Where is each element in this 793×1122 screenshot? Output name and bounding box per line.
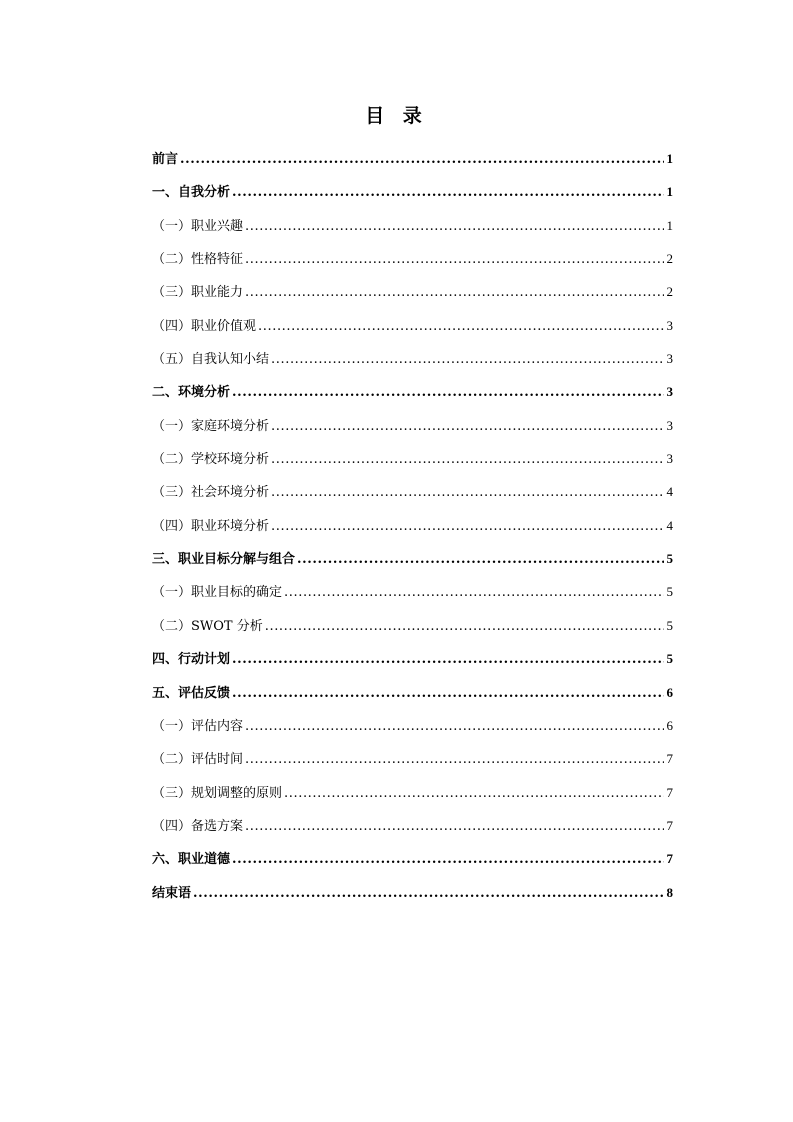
toc-entry-page-number: 8	[666, 884, 673, 900]
toc-entry[interactable]	[152, 714, 673, 747]
toc-entry[interactable]	[152, 380, 673, 413]
dot-leader	[232, 682, 664, 706]
toc-entry-page-number: 1	[666, 217, 673, 233]
toc-entry[interactable]	[152, 881, 673, 914]
toc-entry-text: （四）职业环境分析	[152, 518, 270, 534]
toc-entry-text: （二）学校环境分析	[152, 452, 270, 468]
dot-leader	[271, 481, 664, 505]
toc-entry[interactable]	[152, 681, 673, 714]
toc-entry[interactable]	[152, 180, 673, 213]
toc-entry-text: （四）职业价值观	[152, 318, 257, 334]
toc-entry-page-number: 6	[666, 717, 673, 733]
toc-entry[interactable]	[152, 781, 673, 814]
toc-entry-page-number: 3	[666, 384, 673, 400]
dot-leader	[232, 848, 664, 872]
dot-leader	[232, 648, 664, 672]
toc-entry-text: （一）职业兴趣	[152, 218, 244, 234]
toc-entry[interactable]	[152, 280, 673, 313]
toc-entry-text: （三）职业能力	[152, 285, 244, 301]
toc-entry-page-number: 7	[666, 817, 673, 833]
toc-entry-text: 结束语	[152, 885, 192, 901]
toc-entry-text: （一）家庭环境分析	[152, 418, 270, 434]
dot-leader	[245, 281, 664, 305]
toc-list	[152, 147, 673, 914]
toc-entry-text: （二）评估时间	[152, 752, 244, 768]
toc-entry-page-number: 5	[666, 584, 673, 600]
toc-entry-page-number: 3	[666, 417, 673, 433]
toc-entry-text: （三）社会环境分析	[152, 485, 270, 501]
toc-entry-page-number: 7	[666, 784, 673, 800]
toc-title: 目 录	[365, 105, 428, 127]
toc-entry-text: 三、职业目标分解与组合	[152, 552, 296, 568]
dot-leader	[232, 381, 664, 405]
toc-entry-page-number: 4	[666, 517, 673, 533]
toc-entry[interactable]	[152, 414, 673, 447]
toc-entry-page-number: 7	[666, 751, 673, 767]
toc-entry-page-number: 7	[666, 851, 673, 867]
dot-leader	[271, 515, 664, 539]
dot-leader	[180, 148, 664, 172]
toc-entry-text: 前言	[152, 152, 179, 167]
toc-entry-page-number: 2	[666, 251, 673, 267]
toc-entry[interactable]	[152, 647, 673, 680]
toc-entry-page-number: 3	[666, 317, 673, 333]
toc-entry-page-number: 5	[666, 617, 673, 633]
toc-entry[interactable]	[152, 747, 673, 780]
dot-leader	[193, 882, 664, 906]
dot-leader	[271, 415, 664, 439]
dot-leader	[265, 615, 664, 639]
toc-entry-text: （一）职业目标的确定	[152, 585, 283, 601]
toc-entry[interactable]	[152, 580, 673, 613]
toc-entry-page-number: 4	[666, 484, 673, 500]
toc-entry-page-number: 6	[666, 684, 673, 700]
dot-leader	[271, 448, 664, 472]
toc-entry-text: （二）SWOT 分析	[152, 618, 263, 634]
toc-entry-page-number: 5	[666, 651, 673, 667]
toc-entry[interactable]	[152, 514, 673, 547]
toc-entry[interactable]	[152, 480, 673, 513]
dot-leader	[232, 181, 664, 205]
dot-leader	[245, 215, 664, 239]
dot-leader	[245, 248, 664, 272]
toc-entry-text: （三）规划调整的原则	[152, 785, 283, 801]
toc-entry[interactable]	[152, 547, 673, 580]
toc-entry-page-number: 3	[666, 451, 673, 467]
toc-entry-text: 二、环境分析	[152, 385, 231, 401]
toc-entry[interactable]	[152, 847, 673, 880]
toc-entry-text: 五、评估反馈	[152, 685, 231, 701]
toc-entry-text: 一、自我分析	[152, 185, 231, 201]
toc-entry-page-number: 3	[666, 351, 673, 367]
toc-entry[interactable]	[152, 147, 673, 180]
toc-entry-page-number: 5	[666, 551, 673, 567]
toc-entry-text: （五）自我认知小结	[152, 352, 270, 368]
dot-leader	[297, 548, 664, 572]
toc-entry[interactable]	[152, 614, 673, 647]
toc-entry-text: （一）评估内容	[152, 718, 244, 734]
toc-entry[interactable]	[152, 314, 673, 347]
toc-entry[interactable]	[152, 447, 673, 480]
toc-entry-text: 四、行动计划	[152, 652, 231, 668]
dot-leader	[245, 715, 664, 739]
toc-entry[interactable]	[152, 814, 673, 847]
dot-leader	[245, 748, 664, 772]
toc-entry-page-number: 1	[666, 184, 673, 200]
dot-leader	[258, 315, 664, 339]
toc-entry[interactable]	[152, 247, 673, 280]
toc-entry[interactable]	[152, 347, 673, 380]
dot-leader	[245, 815, 664, 839]
dot-leader	[284, 581, 664, 605]
toc-entry-page-number: 1	[666, 151, 673, 166]
toc-entry-page-number: 2	[666, 284, 673, 300]
toc-entry-text: 六、职业道德	[152, 852, 231, 868]
dot-leader	[284, 782, 664, 806]
dot-leader	[271, 348, 664, 372]
toc-entry-text: （二）性格特征	[152, 252, 244, 268]
toc-entry[interactable]	[152, 214, 673, 247]
toc-entry-text: （四）备选方案	[152, 818, 244, 834]
